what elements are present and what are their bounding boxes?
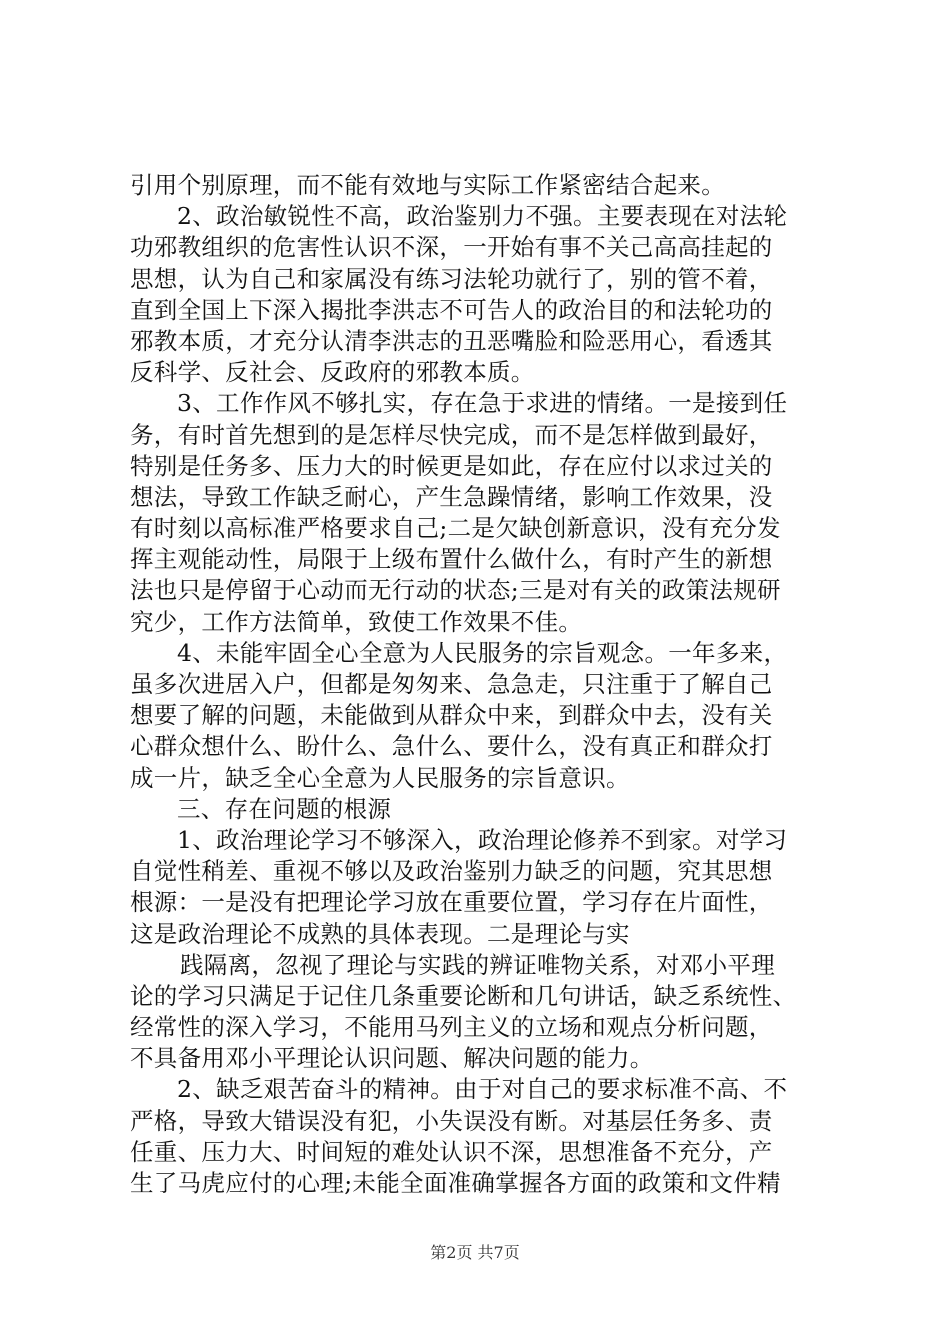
- text-line: 严格，导致大错误没有犯，小失误没有断。对基层任务多、责: [130, 1106, 773, 1135]
- text-line: 3、工作作风不够扎实，存在急于求进的情绪。一是接到任: [177, 389, 788, 418]
- text-line: 挥主观能动性，局限于上级布置什么做什么，有时产生的新想: [130, 545, 773, 574]
- text-line: 2、政治敏锐性不高，政治鉴别力不强。主要表现在对法轮: [177, 202, 788, 231]
- text-line: 功邪教组织的危害性认识不深，一开始有事不关己高高挂起的: [130, 233, 773, 262]
- text-line: 2、缺乏艰苦奋斗的精神。由于对自己的要求标准不高、不: [177, 1075, 788, 1104]
- text-line: 思想，认为自己和家属没有练习法轮功就行了，别的管不着，: [130, 264, 773, 293]
- text-line: 反科学、反社会、反政府的邪教本质。: [130, 358, 535, 387]
- text-line: 1、政治理论学习不够深入，政治理论修养不到家。对学习: [177, 825, 788, 854]
- text-line: 特别是任务多、压力大的时候更是如此，存在应付以求过关的: [130, 451, 773, 480]
- text-line: 不具备用邓小平理论认识问题、解决问题的能力。: [130, 1044, 654, 1073]
- text-line: 根源：一是没有把理论学习放在重要位置，学习存在片面性，: [130, 888, 773, 917]
- text-line: 任重、压力大、时间短的难处认识不深，思想准备不充分，产: [130, 1137, 773, 1166]
- document-body: [130, 170, 850, 1199]
- text-line: 邪教本质，才充分认清李洪志的丑恶嘴脸和险恶用心，看透其: [130, 326, 773, 355]
- text-line: 自觉性稍差、重视不够以及政治鉴别力缺乏的问题，究其思想: [130, 857, 773, 886]
- text-line: 生了马虎应付的心理;未能全面准确掌握各方面的政策和文件精: [130, 1169, 781, 1197]
- page-footer: 第2页 共7页: [430, 1243, 520, 1262]
- text-line: 引用个别原理，而不能有效地与实际工作紧密结合起来。: [130, 171, 725, 199]
- text-line: 经常性的深入学习，不能用马列主义的立场和观点分析问题，: [130, 1013, 773, 1042]
- text-line: 有时刻以高标准严格要求自己;二是欠缺创新意识，没有充分发: [130, 514, 781, 543]
- text-line: 法也只是停留于心动而无行动的状态;三是对有关的政策法规研: [130, 576, 781, 605]
- text-line: 虽多次进居入户，但都是匆匆来、急急走，只注重于了解自己: [130, 670, 773, 698]
- text-line: 务，有时首先想到的是怎样尽快完成，而不是怎样做到最好，: [130, 420, 773, 449]
- text-line: 直到全国上下深入揭批李洪志不可告人的政治目的和法轮功的: [130, 295, 773, 324]
- text-line: 践隔离，忽视了理论与实践的辨证唯物关系，对邓小平理: [180, 950, 775, 979]
- text-line: 想要了解的问题，未能做到从群众中来，到群众中去，没有关: [130, 701, 773, 730]
- text-line: 论的学习只满足于记住几条重要论断和几句讲话，缺乏系统性、: [130, 981, 797, 1010]
- text-line: 三、存在问题的根源: [177, 794, 392, 823]
- text-line: 究少，工作方法简单，致使工作效果不佳。: [130, 607, 583, 636]
- text-line: 成一片，缺乏全心全意为人民服务的宗旨意识。: [130, 763, 630, 792]
- text-line: 心群众想什么、盼什么、急什么、要什么，没有真正和群众打: [130, 732, 773, 761]
- text-line: 4、未能牢固全心全意为人民服务的宗旨观念。一年多来，: [177, 638, 788, 667]
- text-line: 想法，导致工作缺乏耐心，产生急躁情绪，影响工作效果，没: [130, 482, 773, 511]
- text-line: 这是政治理论不成熟的具体表现。二是理论与实: [130, 919, 630, 948]
